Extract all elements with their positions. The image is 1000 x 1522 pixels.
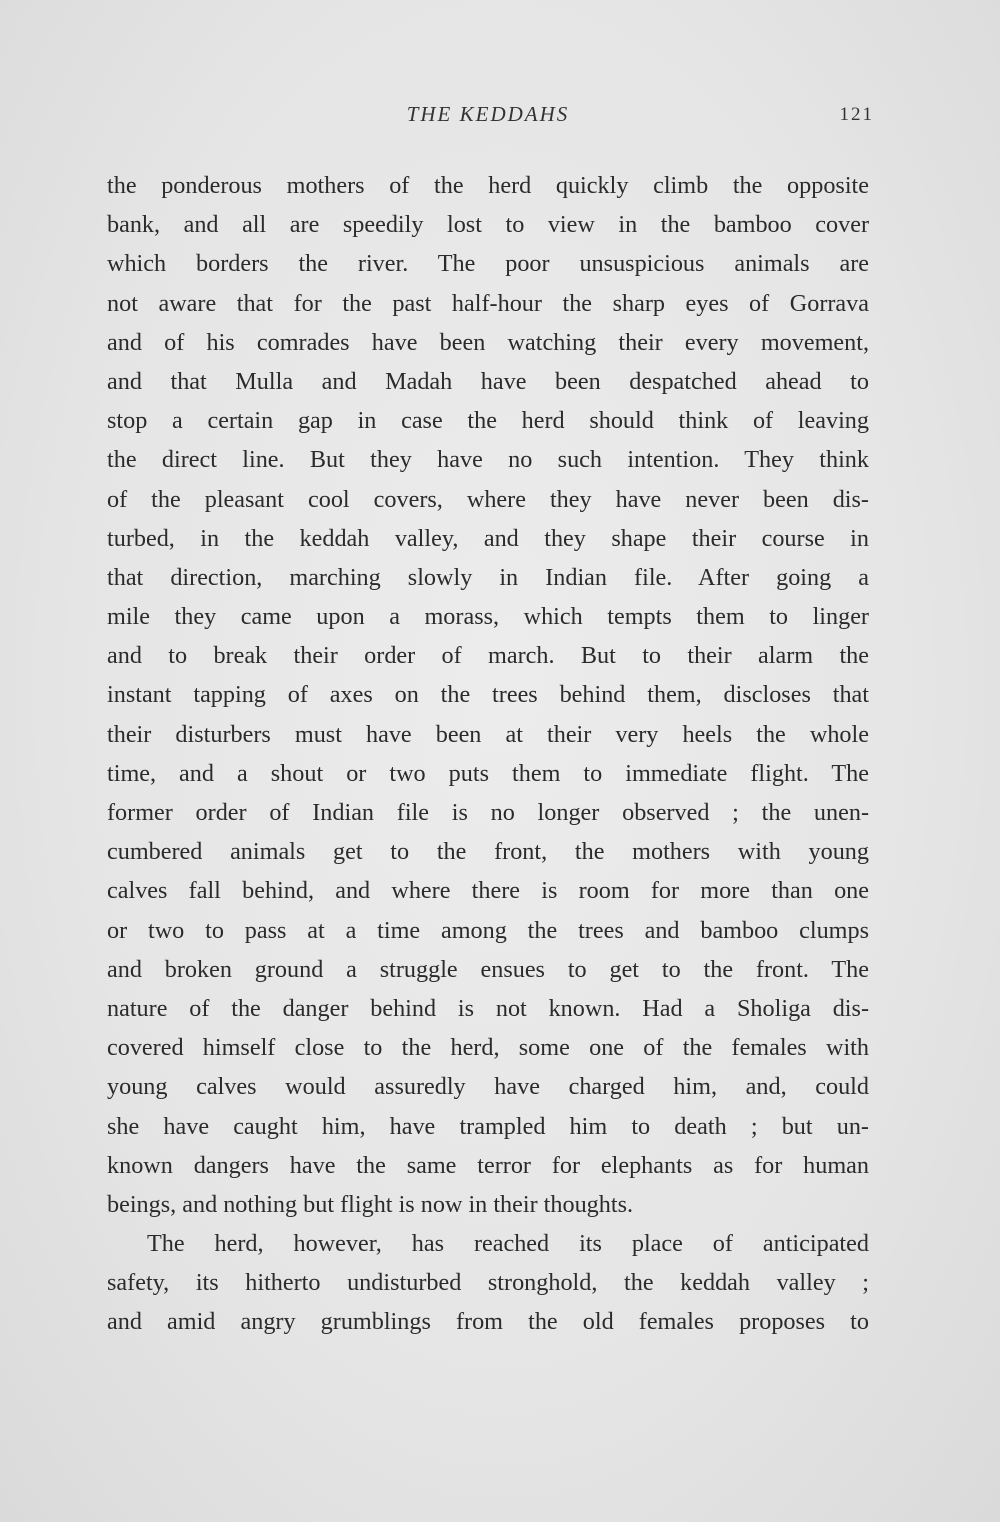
page-number: 121: [839, 104, 874, 125]
text-line: and that Mulla and Madah have been despatched ahead to: [107, 367, 869, 395]
text-line: instant tapping of axes on the trees behind them, discloses that: [107, 681, 869, 709]
paragraph-1: [107, 166, 869, 1224]
text-line: young calves would assuredly have charged him, and, could: [107, 1073, 869, 1101]
text-line: former order of Indian file is no longer observed ; the unen-: [107, 799, 869, 826]
text-line: calves fall behind, and where there is room for more than one: [107, 877, 869, 905]
text-line: time, and a shout or two puts them to immediate flight. The: [107, 759, 869, 787]
running-head-title: THE KEDDAHS: [406, 102, 570, 126]
text-line: their disturbers must have been at their very heels the whole: [107, 720, 869, 748]
text-line: which borders the river. The poor unsuspicious animals are: [107, 250, 869, 278]
text-line: cumbered animals get to the front, the mothers with young: [107, 838, 869, 866]
text-line: nature of the danger behind is not known. Had a Sholiga dis-: [107, 994, 869, 1022]
text-line: known dangers have the same terror for elephants as for human: [107, 1151, 869, 1179]
text-line: mile they came upon a morass, which tempts them to linger: [107, 603, 869, 631]
text-line: not aware that for the past half-hour the sharp eyes of Gorrava: [107, 289, 869, 317]
running-head: [108, 102, 874, 132]
text-line: that direction, marching slowly in Indian file. After going a: [107, 563, 869, 591]
text-line: turbed, in the keddah valley, and they shape their course in: [107, 524, 869, 552]
body-text: [107, 166, 869, 1342]
text-line: The herd, however, has reached its place of anticipated: [147, 1230, 869, 1258]
text-line: beings, and nothing but flight is now in their thoughts.: [107, 1190, 634, 1218]
paragraph-2: [107, 1224, 869, 1342]
text-line: and to break their order of march. But to their alarm the: [107, 642, 869, 670]
text-line: the ponderous mothers of the herd quickly climb the opposite: [107, 172, 869, 199]
text-line: bank, and all are speedily lost to view in the bamboo cover: [107, 211, 869, 239]
text-line: stop a certain gap in case the herd should think of leaving: [107, 407, 869, 435]
text-line: of the pleasant cool covers, where they have never been dis-: [107, 485, 869, 513]
text-line: or two to pass at a time among the trees and bamboo clumps: [107, 916, 869, 944]
text-line: and broken ground a struggle ensues to get to the front. The: [107, 955, 869, 983]
text-line: and amid angry grumblings from the old females proposes to: [107, 1308, 869, 1336]
text-line: covered himself close to the herd, some one of the females with: [107, 1034, 869, 1062]
text-line: she have caught him, have trampled him to death ; but un-: [107, 1112, 869, 1140]
text-line: safety, its hitherto undisturbed stronghold, the keddah valley ;: [107, 1269, 869, 1297]
text-line: and of his comrades have been watching their every movement,: [107, 328, 869, 356]
text-line: the direct line. But they have no such intention. They think: [107, 446, 869, 474]
